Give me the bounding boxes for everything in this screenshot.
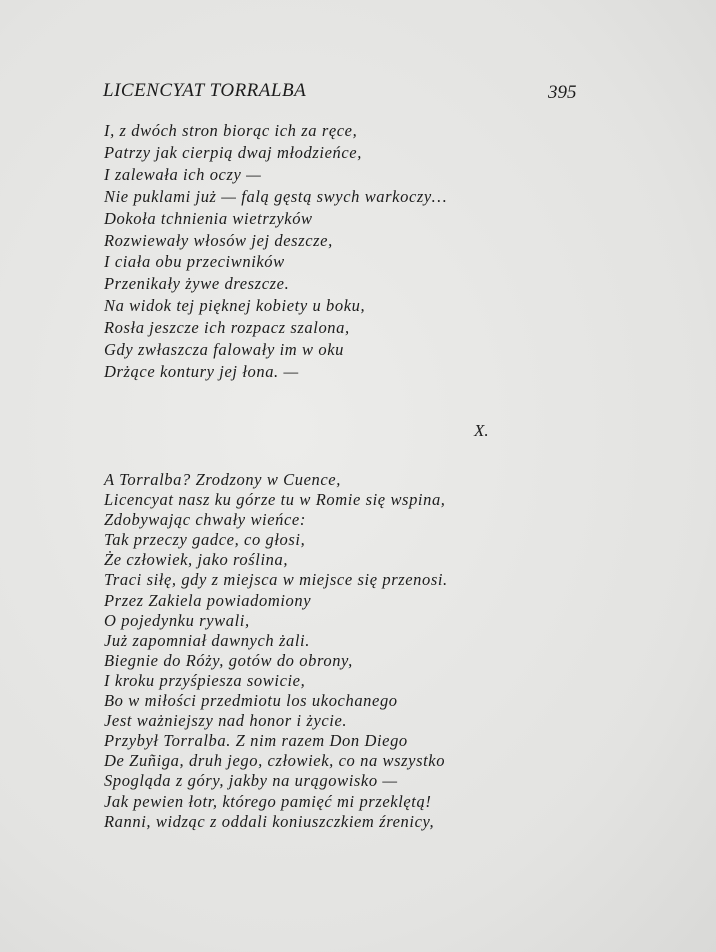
section-number: X. [474,421,489,440]
verse-line: Rosła jeszcze ich rozpacz szalona, [104,318,350,338]
verse-line: I ciała obu przeciwników [104,252,285,272]
verse-line: Licencyat nasz ku górze tu w Romie się wspina, [104,490,446,510]
verse-line: Przybył Torralba. Z nim razem Don Diego [104,731,408,751]
verse-line: Przenikały żywe dreszcze. [104,274,290,294]
verse-line: Spogląda z góry, jakby na urągowisko — [104,771,398,791]
verse-line: Traci siłę, gdy z miejsca w miejsce się przenosi. [104,570,448,590]
verse-line: Rozwiewały włosów jej deszcze, [104,230,333,250]
verse-line: Jak pewien łotr, którego pamięć mi przeklętą! [104,791,432,811]
verse-line: Nie puklami już — falą gęstą swych warkoczy… [104,186,448,206]
running-header: LICENCYAT TORRALBA [103,80,307,101]
verse-line: Jest ważniejszy nad honor i życie. [104,711,348,731]
page-number: 395 [548,82,577,103]
verse-line: Drżące kontury jej łona. — [104,361,299,381]
verse-line: Gdy zwłaszcza falowały im w oku [104,340,344,360]
stanza-1 [104,120,447,383]
verse-line: Zdobywając chwały wieńce: [104,510,306,530]
verse-line: I zalewała ich oczy — [104,164,262,184]
verse-line: Patrzy jak cierpią dwaj młodzieńce, [104,142,362,162]
verse-line: Przez Zakiela powiadomiony [104,590,312,610]
verse-line: O pojedynku rywali, [104,610,250,630]
verse-line: I, z dwóch stron biorąc ich za ręce, [104,121,358,140]
verse-line: Bo w miłości przedmiotu los ukochanego [104,691,398,711]
verse-line: De Zuñiga, druh jego, człowiek, co na wszystko [104,751,446,771]
verse-line: Dokoła tchnienia wietrzyków [104,208,313,228]
verse-line: Ranni, widząc z oddali koniuszczkiem źrenicy, [104,811,435,831]
verse-line: Biegnie do Róży, gotów do obrony, [104,650,353,670]
verse-line: Już zapomniał dawnych żali. [104,630,310,650]
stanza-2 [104,470,448,832]
verse-line: Na widok tej pięknej kobiety u boku, [104,296,366,316]
verse-line: Tak przeczy gadce, co głosi, [104,530,306,550]
verse-line: I kroku przyśpiesza sowicie, [104,670,306,690]
verse-line: A Torralba? Zrodzony w Cuence, [104,470,341,489]
verse-line: Że człowiek, jako roślina, [104,550,289,570]
